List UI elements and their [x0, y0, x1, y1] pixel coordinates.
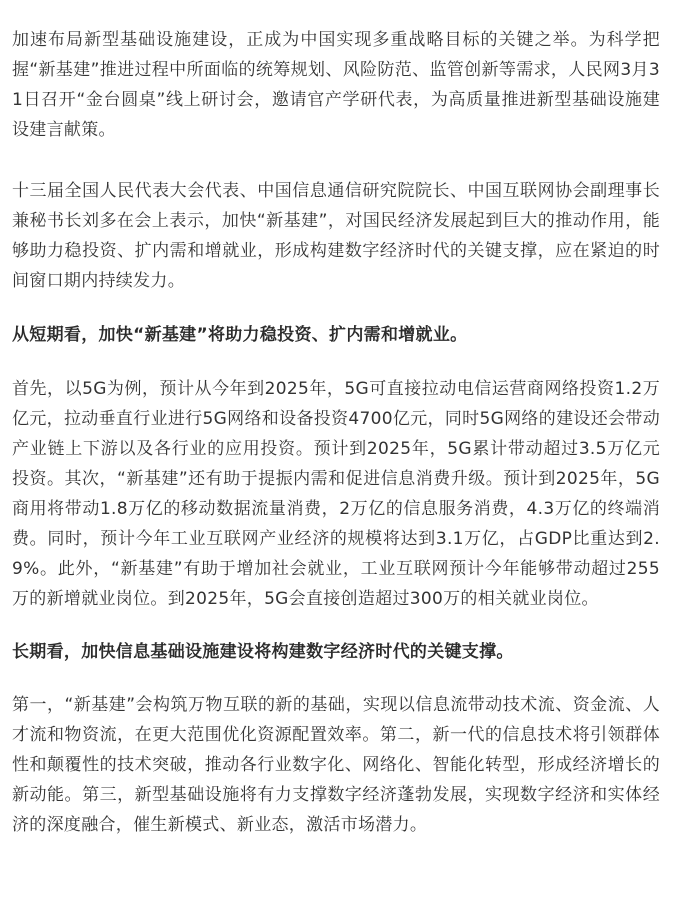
short-term-heading: 从短期看，加快“新基建”将助力稳投资、扩内需和增就业。 [12, 325, 468, 345]
speaker-paragraph: 十三届全国人民代表大会代表、中国信息通信研究院院长、中国互联网协会副理事长兼秘书长刘多在会上表示，加快“新基建”，对国民经济发展起到巨大的推动作用，能够助力稳投资、扩内需和增就业，形成构建数字经济时代的关键支撑，应在紧迫的时间窗口期内持续发力。 [12, 181, 660, 291]
intro-paragraph: 加速布局新型基础设施建设，正成为中国实现多重战略目标的关键之举。为科学把握“新基建”推进过程中所面临的统筹规划、风险防范、监管创新等需求，人民网3月31日召开“金台圆桌”线上研讨会，邀请官产学研代表，为高质量推进新型基础设施建设建言献策。 [12, 30, 660, 140]
long-term-heading: 长期看，加快信息基础设施建设将构建数字经济时代的关键支撑。 [12, 642, 514, 662]
short-term-paragraph: 首先，以5G为例，预计从今年到2025年，5G可直接拉动电信运营商网络投资1.2万亿元，拉动垂直行业进行5G网络和设备投资4700亿元，同时5G网络的建设还会带动产业链上下游以及各行业的应用投资。预计到2025年，5G累计带动超过3.5万亿元投资。其次，“新基建”还有助于提振内需和促进信息消费升级。预计到2025年，5G商用将带动1.8万亿的移动数据流量消费，2万亿的信息服务消费，4.3万亿的终端消费。同时，预计今年工业互联网产业经济的规模将达到3.1万亿，占GDP比重达到2.9%。此外，“新基建”有助于增加社会就业，工业互联网预计今年能够带动超过255万的新增就业岗位。到2025年，5G会直接创造超过300万的相关就业岗位。 [12, 379, 660, 609]
long-term-paragraph: 第一，“新基建”会构筑万物互联的新的基础，实现以信息流带动技术流、资金流、人才流和物资流，在更大范围优化资源配置效率。第二，新一代的信息技术将引领群体性和颠覆性的技术突破，推动各行业数字化、网络化、智能化转型，形成经济增长的新动能。第三，新型基础设施将有力支撑数字经济蓬勃发展，实现数字经济和实体经济的深度融合，催生新模式、新业态，激活市场潜力。 [12, 695, 660, 835]
